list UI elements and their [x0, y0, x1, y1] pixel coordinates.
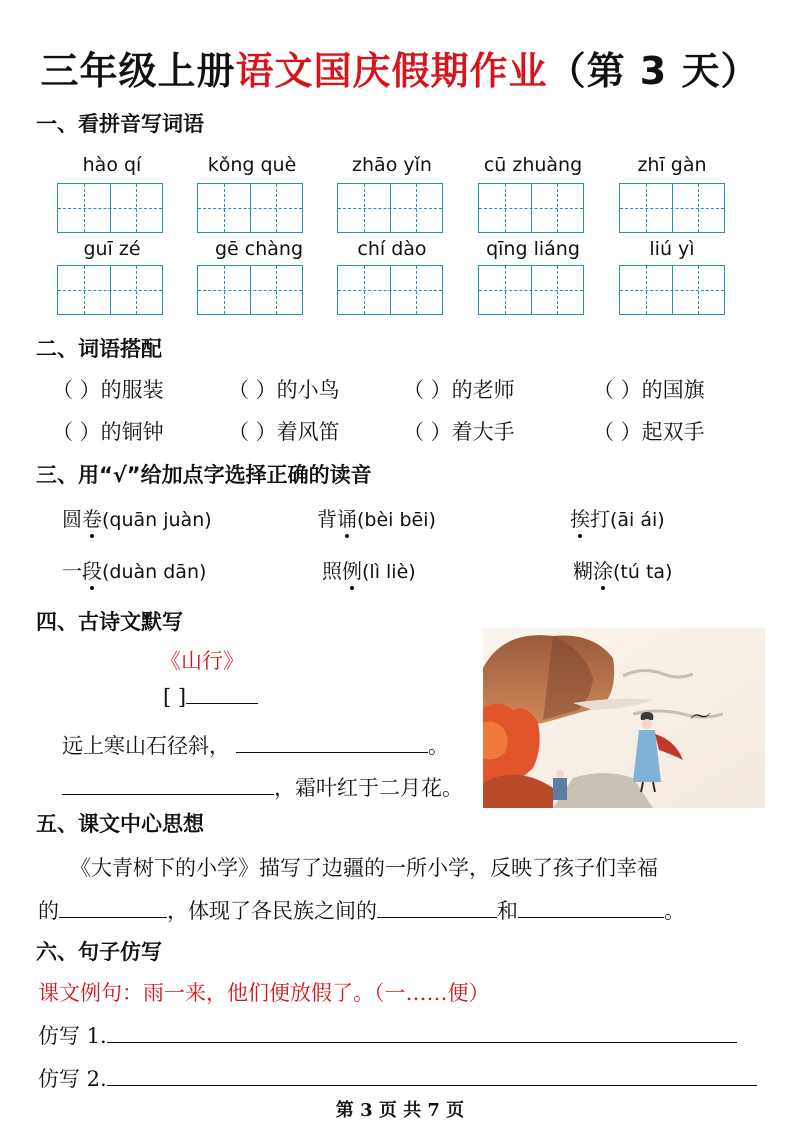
page-number: 第 3 页 共 7 页 — [335, 1100, 465, 1121]
pinyin-label: zhāo yǐn — [352, 154, 432, 176]
pinyin-label: hào qí — [82, 154, 142, 176]
poem-line-2[interactable]: ，霜叶红于二月花。 — [62, 772, 463, 802]
writing-grid[interactable] — [197, 183, 303, 233]
matching-item[interactable]: （ ）的老师 — [403, 378, 515, 402]
poem-line-1[interactable]: 远上寒山石径斜， 。 — [62, 734, 449, 758]
imitation-line-2[interactable]: 仿写 2. — [38, 1063, 757, 1093]
pronunciation-item[interactable]: 照例(lì liè) — [322, 555, 416, 584]
writing-grid[interactable] — [337, 265, 443, 315]
pinyin-label: kǒng què — [207, 154, 297, 176]
matching-item[interactable]: （ ）着风笛 — [228, 420, 340, 444]
pronunciation-item[interactable]: 一段(duàn dān) — [62, 555, 206, 584]
pinyin-label: chí dào — [357, 238, 427, 260]
pinyin-label: qīng liáng — [486, 238, 580, 260]
writing-grid[interactable] — [478, 183, 584, 233]
example-sentence: 课文例句：雨一来，他们便放假了。（一……便） — [38, 981, 490, 1005]
matching-item[interactable]: （ ）的国旗 — [593, 378, 705, 402]
matching-item[interactable]: （ ）起双手 — [593, 420, 705, 444]
matching-item[interactable]: （ ）着大手 — [403, 420, 515, 444]
section-heading-pinyin: 一、看拼音写词语 — [36, 112, 204, 136]
writing-grid[interactable] — [197, 265, 303, 315]
writing-grid[interactable] — [57, 265, 163, 315]
writing-grid[interactable] — [619, 183, 725, 233]
matching-item[interactable]: （ ）的铜钟 — [52, 420, 164, 444]
matching-item[interactable]: （ ）的小鸟 — [228, 378, 340, 402]
pinyin-label: liú yì — [649, 238, 695, 260]
pronunciation-item[interactable]: 圆卷(quān juàn) — [62, 503, 212, 532]
pinyin-label: guī zé — [83, 238, 141, 260]
section-heading-central-idea: 五、课文中心思想 — [36, 812, 204, 836]
writing-grid[interactable] — [337, 183, 443, 233]
section-heading-pronunciation: 三、用“√”给加点字选择正确的读音 — [36, 463, 372, 487]
pinyin-label: cū zhuàng — [483, 154, 583, 176]
page-title: 三年级上册语文国庆假期作业（第 3 天） — [40, 49, 760, 93]
matching-item[interactable]: （ ）的服装 — [52, 378, 164, 402]
poem-author-blank[interactable]: [ ] — [163, 684, 258, 709]
pronunciation-item[interactable]: 背诵(bèi bēi) — [317, 503, 436, 532]
central-idea-line-1: 《大青树下的小学》描写了边疆的一所小学，反映了孩子们幸福 — [70, 856, 658, 880]
pronunciation-item[interactable]: 糊涂(tú ta) — [573, 555, 672, 584]
central-idea-line-2[interactable]: 的 ，体现了各民族之间的 和 。 — [38, 899, 685, 923]
pinyin-label: gē chàng — [214, 238, 304, 260]
poem-illustration — [483, 628, 765, 808]
writing-grid[interactable] — [478, 265, 584, 315]
section-heading-sentence-imitation: 六、句子仿写 — [36, 940, 162, 964]
pronunciation-item[interactable]: 挨打(āi ái) — [570, 503, 665, 532]
section-heading-poem: 四、古诗文默写 — [36, 610, 183, 634]
poem-title: 《山行》 — [160, 649, 244, 673]
imitation-line-1[interactable]: 仿写 1. — [38, 1020, 737, 1050]
svg-text:〜: 〜 — [687, 703, 714, 732]
section-heading-matching: 二、词语搭配 — [36, 337, 162, 361]
pinyin-label: zhī gàn — [637, 154, 707, 176]
writing-grid[interactable] — [619, 265, 725, 315]
writing-grid[interactable] — [57, 183, 163, 233]
